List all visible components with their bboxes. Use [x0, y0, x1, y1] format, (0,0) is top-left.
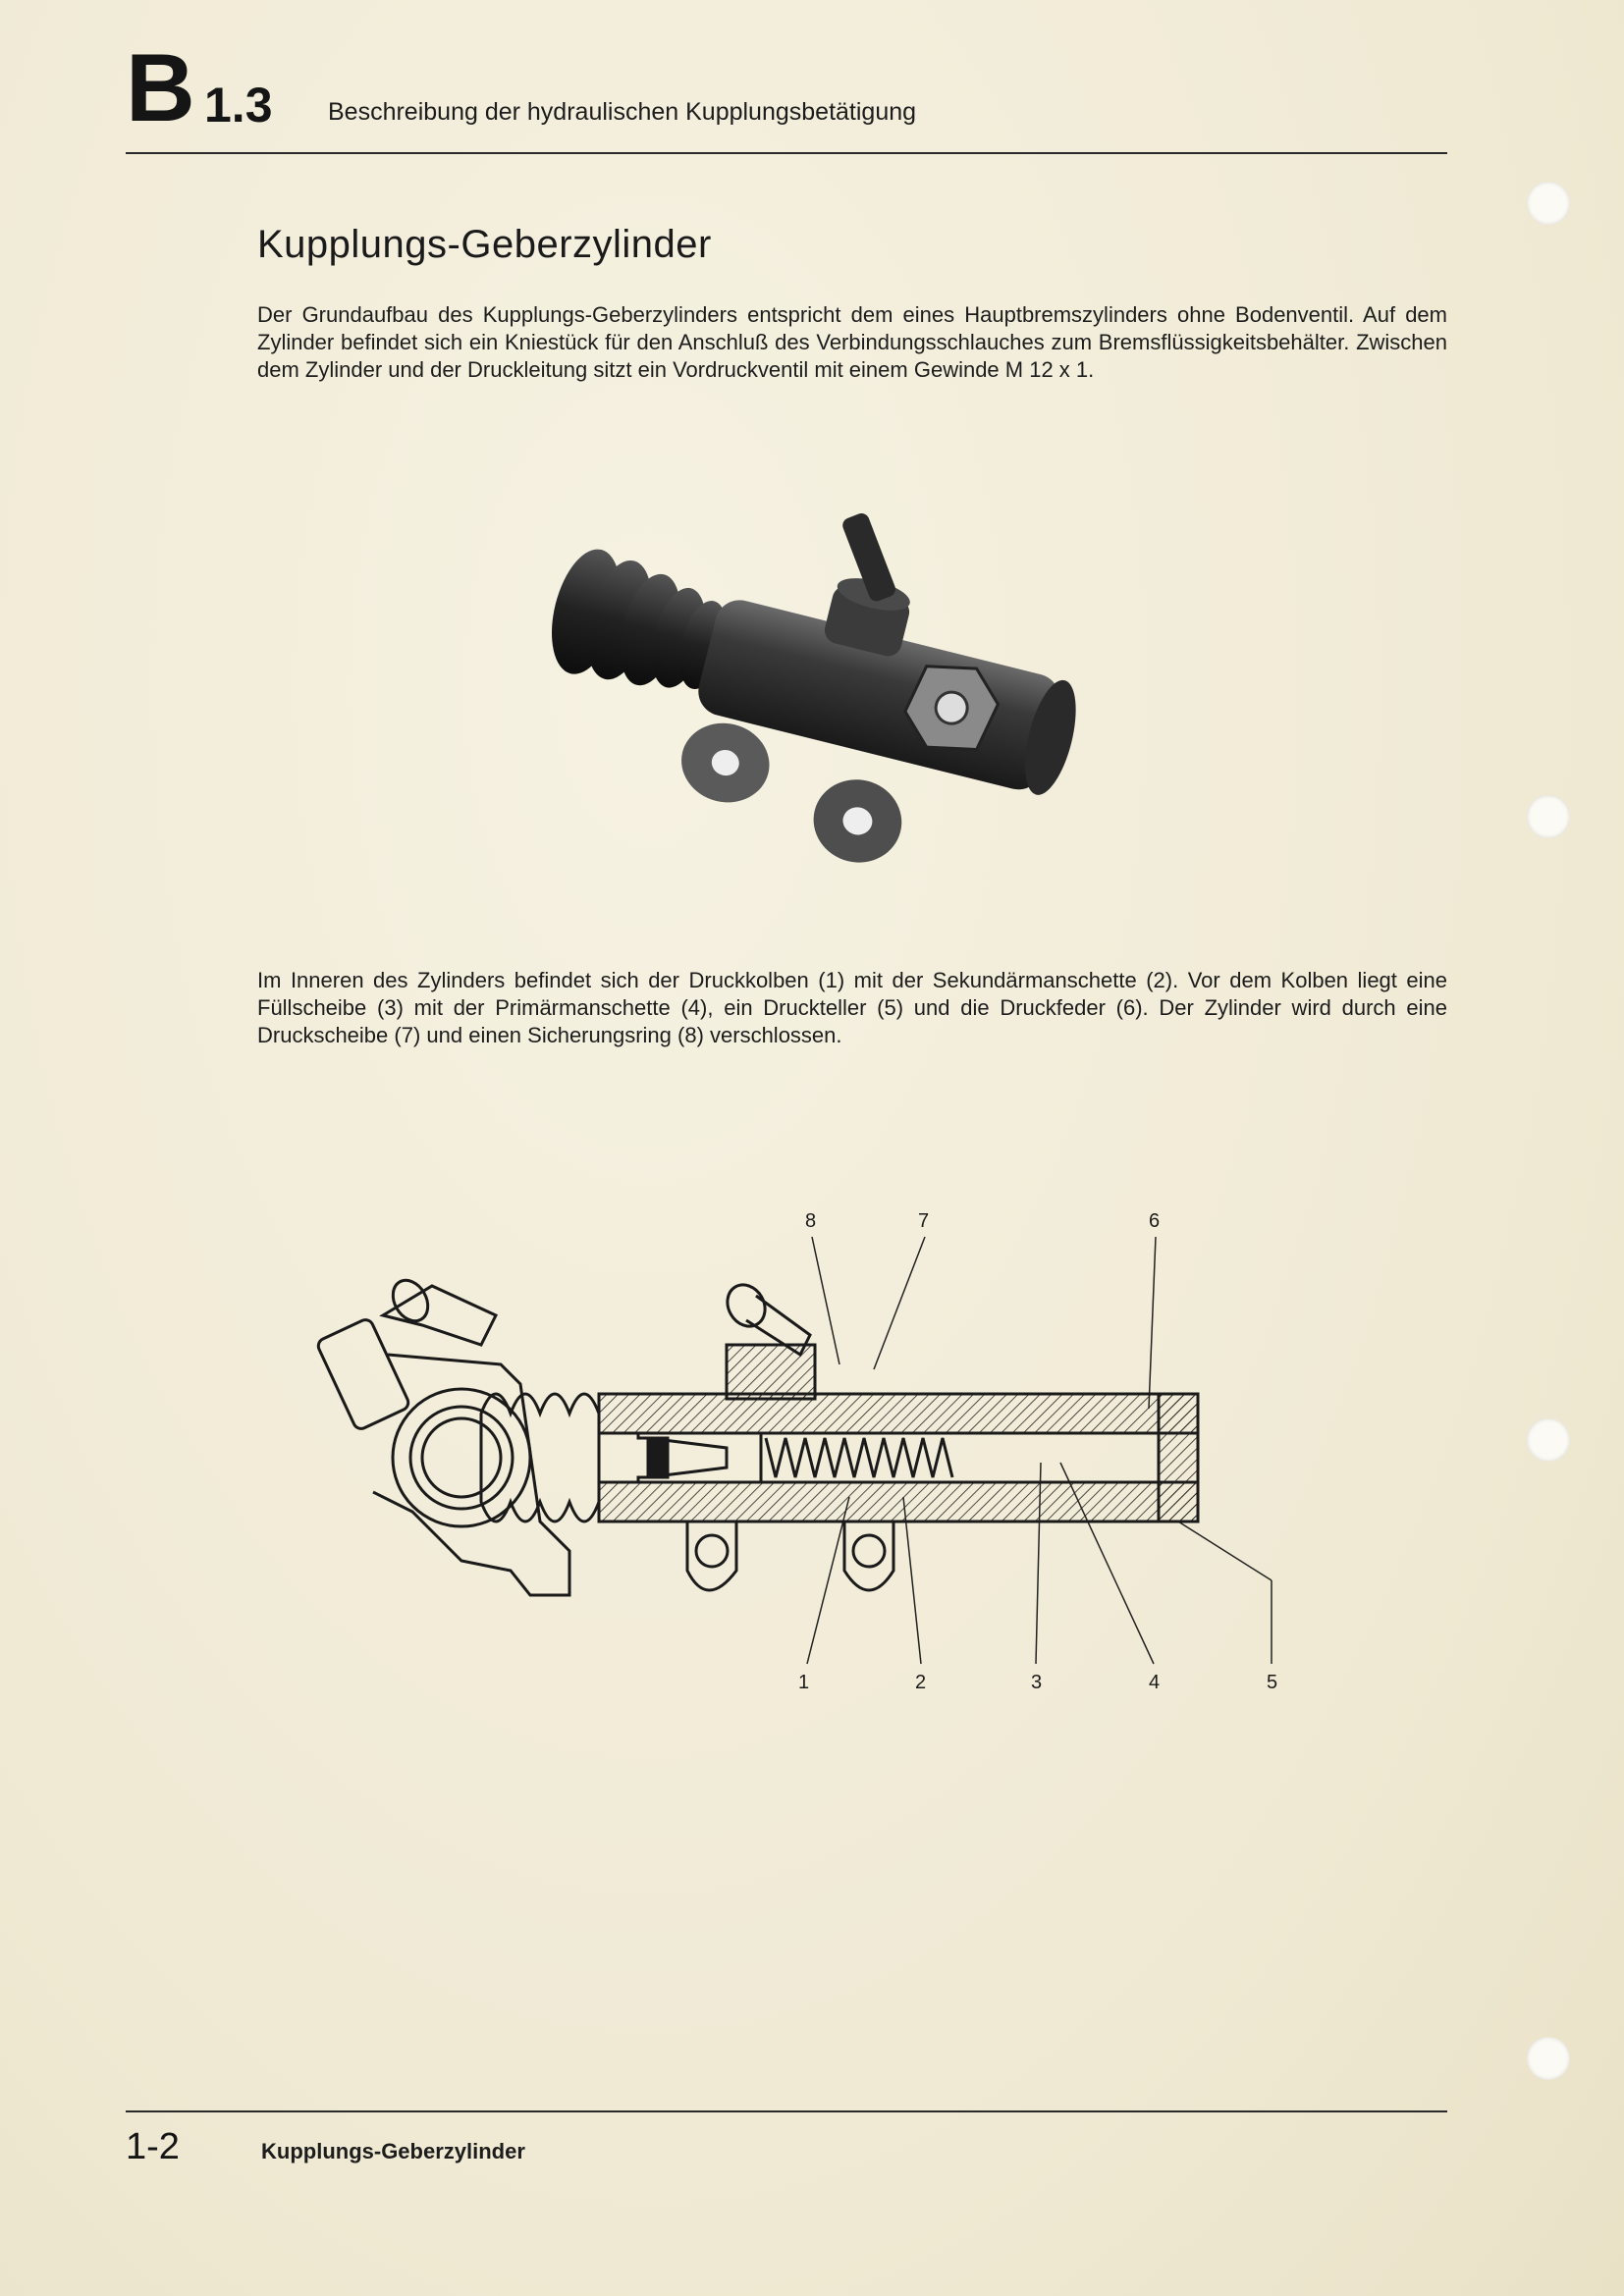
master-cylinder-sectional-drawing — [314, 1198, 1355, 1708]
master-cylinder-photo — [511, 510, 1100, 903]
callout-8: 8 — [805, 1210, 817, 1232]
callout-4: 4 — [1149, 1672, 1161, 1693]
intro-paragraph: Der Grundaufbau des Kupplungs-Geberzylinders entspricht dem eines Hauptbremszylinders ohne Bodenventil. Auf dem Zylinder befindet sich ein Kniestück für den Anschluß des Verbindungsschlauches zum Bremsflüssigkeitsbehälter. Zwischen dem Zylinder und der Druckleitung sitzt ein Vordruckventil mit einem Gewinde M 12 x 1. — [257, 302, 1447, 382]
chapter-letter: B — [126, 33, 193, 141]
punch-hole — [1527, 182, 1570, 225]
internals-paragraph: Im Inneren des Zylinders befindet sich der Druckkolben (1) mit der Sekundärmanschette (2). Vor dem Kolben liegt eine Füllscheibe (3) mit der Primärmanschette (4), ein Druckteller (5) und die Druckfeder (6). Der Zylinder wird durch eine Druckscheibe (7) und einen Sicherungsring (8) verschlossen. — [257, 968, 1447, 1047]
footer-title: Kupplungs-Geberzylinder — [261, 2139, 525, 2163]
callout-2: 2 — [915, 1672, 927, 1693]
footer-rule — [126, 2110, 1447, 2112]
section-title: Kupplungs-Geberzylinder — [257, 223, 712, 266]
punch-hole — [1527, 1418, 1570, 1462]
callout-1: 1 — [798, 1672, 810, 1693]
punch-hole — [1527, 2037, 1570, 2080]
callout-3: 3 — [1031, 1672, 1043, 1693]
callout-5: 5 — [1267, 1672, 1278, 1693]
callout-7: 7 — [918, 1210, 930, 1232]
page-number: 1-2 — [126, 2126, 180, 2167]
header-rule — [126, 152, 1447, 154]
chapter-number: 1.3 — [204, 78, 273, 133]
chapter-title: Beschreibung der hydraulischen Kupplungsbetätigung — [328, 98, 917, 126]
punch-hole — [1527, 795, 1570, 838]
callout-6: 6 — [1149, 1210, 1161, 1232]
